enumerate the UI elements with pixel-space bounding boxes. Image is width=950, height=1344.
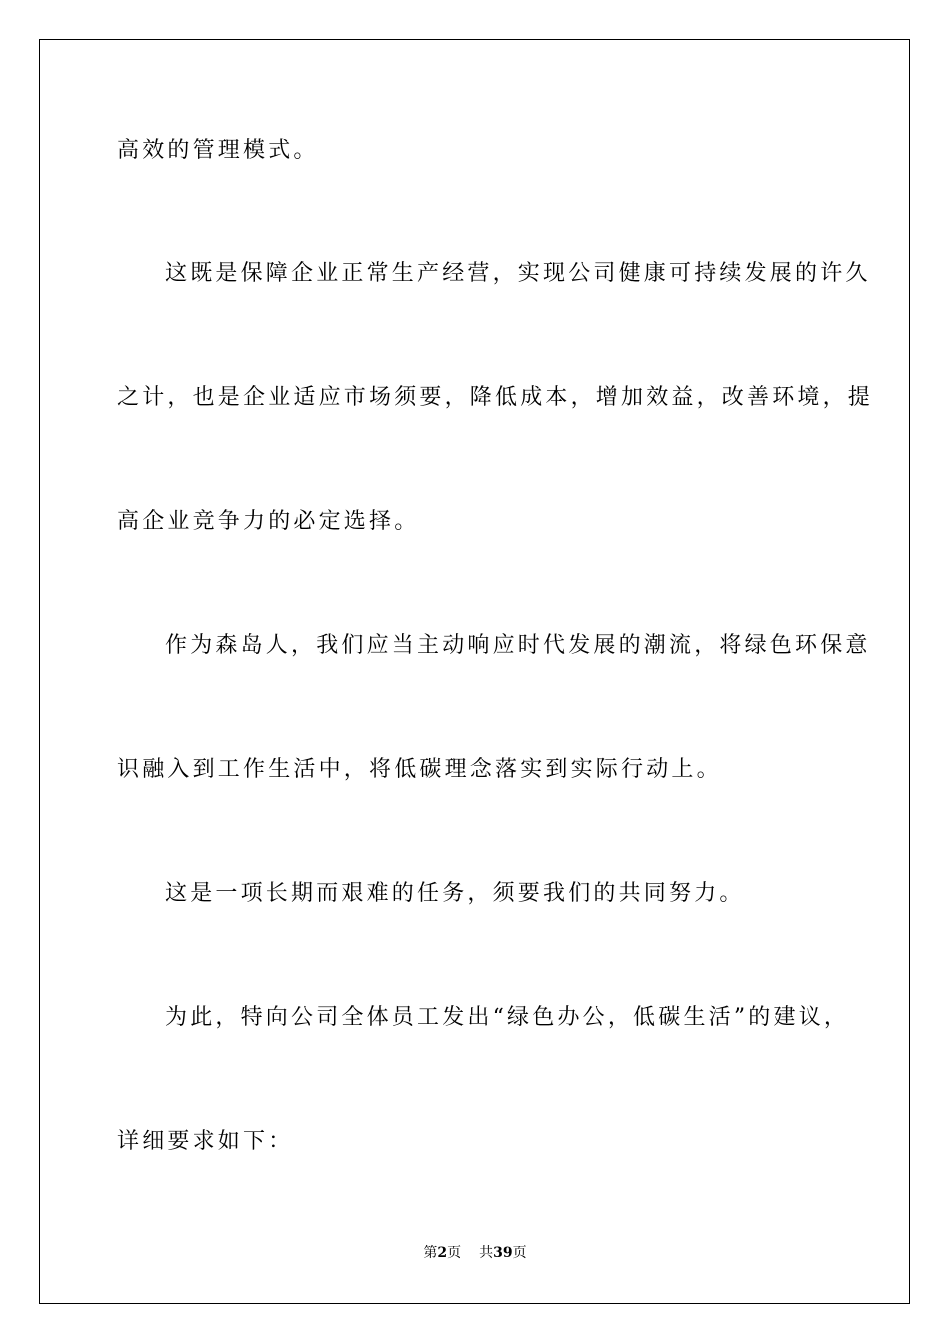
- paragraph-first-line: 为此，特向公司全体员工发出“绿色办公，低碳生活”的建议，: [165, 1005, 850, 1030]
- text-line: 高效的管理模式。: [117, 138, 319, 163]
- paragraph-first-line: 作为森岛人，我们应当主动响应时代发展的潮流，将绿色环保意: [165, 633, 871, 658]
- text-line: 之计，也是企业适应市场须要，降低成本，增加效益，改善环境，提: [117, 385, 874, 410]
- page-number: 2: [437, 1245, 448, 1261]
- page-prefix: 第: [423, 1245, 438, 1261]
- paragraph-first-line: 这是一项长期而艰难的任务，须要我们的共同努力。: [165, 881, 745, 906]
- total-suffix: 页: [512, 1245, 527, 1261]
- text-line: 高企业竞争力的必定选择。: [117, 509, 420, 534]
- total-pages: 39: [493, 1245, 513, 1261]
- paragraph-first-line: 这既是保障企业正常生产经营，实现公司健康可持续发展的许久: [165, 261, 871, 286]
- total-prefix: 共: [479, 1245, 494, 1261]
- text-line: 详细要求如下：: [117, 1129, 294, 1154]
- page-footer: [0, 1244, 950, 1262]
- page-suffix: 页: [447, 1245, 462, 1261]
- text-line: 识融入到工作生活中，将低碳理念落实到实际行动上。: [117, 757, 722, 782]
- page-frame: [39, 39, 910, 1304]
